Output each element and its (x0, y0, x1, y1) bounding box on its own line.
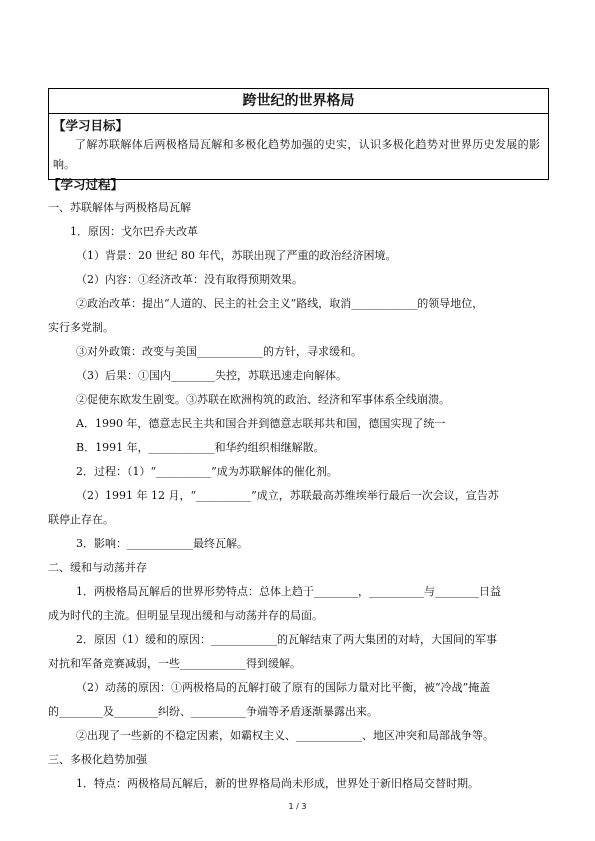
text-line: ②促使东欧发生剧变。③苏联在欧洲构筑的政治、经济和军事体系全线崩溃。 (76, 393, 450, 406)
text-line: 1．特点：两极格局瓦解后，新的世界格局尚未形成，世界处于新旧格局交替时期。 (76, 777, 479, 790)
text-line: （2）动荡的原因：①两极格局的瓦解打破了原有的国际力量对比平衡，被“冷战”掩盖 (76, 681, 491, 694)
objectives-heading: 【学习目标】 (53, 118, 129, 133)
page-number: 1 / 3 (288, 802, 307, 811)
section-heading: 二、缓和与动荡并存 (48, 561, 147, 574)
text-line: 实行多党制。 (48, 321, 114, 334)
text-line: 1．原因：戈尔巴乔夫改革 (70, 225, 198, 238)
text-line: B．1991 年，____________和华约组织相继解散。 (76, 441, 325, 454)
text-line: 3．影响：____________最终瓦解。 (76, 537, 248, 550)
title-box (48, 88, 549, 180)
document-title: 跨世纪的世界格局 (49, 89, 548, 114)
text-line: （2）内容：①经济改革：没有取得预期效果。 (76, 273, 303, 286)
section-heading: 一、苏联解体与两极格局瓦解 (48, 201, 191, 214)
objectives-section (49, 114, 548, 179)
text-line: 的________及________纠纷、__________争端等矛盾逐渐暴露出来。 (48, 705, 378, 718)
text-line: 2．原因（1）缓和的原因：____________的瓦解结束了两大集团的对峙，大国间的军事 (76, 633, 497, 646)
learning-process (48, 176, 548, 796)
text-line: 2．过程：（1）“__________”成为苏联解体的催化剂。 (76, 465, 338, 478)
text-line: A．1990 年，德意志民主共和国合并到德意志联邦共和国，德国实现了统一 (76, 417, 446, 430)
text-line: 联停止存在。 (48, 513, 114, 526)
text-line: 成为时代的主流。但明显呈现出缓和与动荡并存的局面。 (48, 609, 323, 622)
text-line: （2）1991 年 12 月，“__________”成立，苏联最高苏维埃举行最后一次会议，宣告苏 (76, 489, 499, 502)
text-line: 对抗和军备竞赛减弱，一些____________得到缓解。 (48, 657, 301, 670)
objectives-text: 了解苏联解体后两极格局瓦解和多极化趋势加强的史实，认识多极化趋势对世界历史发展的影响。 (53, 138, 540, 171)
process-heading: 【学习过程】 (48, 177, 124, 192)
text-line: （1）背景：20 世纪 80 年代，苏联出现了严重的政治经济困境。 (76, 249, 397, 262)
text-line: ②出现了一些新的不稳定因素，如霸权主义、____________、地区冲突和局部战争等。 (76, 729, 494, 742)
section-heading: 三、多极化趋势加强 (48, 753, 147, 766)
text-line: ②政治改革：提出“人道的、民主的社会主义”路线，取消____________的领导地位， (76, 297, 484, 310)
text-line: 1．两极格局瓦解后的世界形势特点：总体上趋于________，__________与________日益 (76, 585, 501, 598)
text-line: （3）后果：①国内________失控，苏联迅速走向解体。 (76, 369, 347, 382)
text-line: ③对外政策：改变与美国____________的方针，寻求缓和。 (76, 345, 362, 358)
